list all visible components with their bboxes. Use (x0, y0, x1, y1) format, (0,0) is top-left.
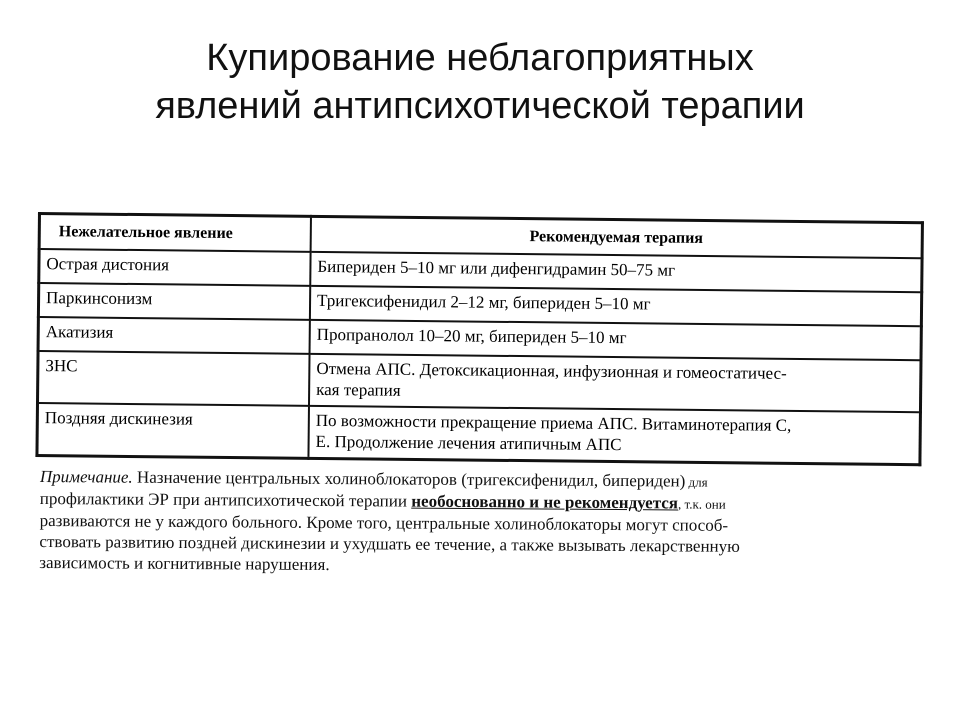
therapy-cell (308, 406, 920, 465)
footnote-line: ствовать развитию поздней дискинезии и ухудшать ее течение, а также вызывать лекарственную (39, 531, 740, 556)
therapy-cell: Пропранолол 10–20 мг, бипериден 5–10 мг (310, 320, 922, 360)
therapy-table (35, 212, 924, 466)
footnote-text: Назначение центральных холиноблокаторов (тригексифенидил, бипериден) (132, 467, 686, 491)
header-adverse-effect: Нежелательное явление (39, 214, 311, 252)
footnote-text: для (685, 474, 708, 490)
therapy-cell-line: Е. Продолжение лечения атипичным АПС (315, 431, 622, 455)
footnote-line: зависимость и когнитивные нарушения. (39, 552, 330, 575)
slide-title-line-1: Купирование неблагоприятных (206, 37, 754, 79)
footnote (39, 466, 930, 579)
adverse-effect-cell: Поздняя дискинезия (37, 403, 309, 458)
therapy-cell (309, 354, 921, 412)
footnote-emphasis: необоснованно и не рекомендуется (411, 491, 679, 513)
adverse-effect-cell: Острая дистония (39, 249, 311, 286)
footnote-text: , т.к. они (677, 496, 726, 512)
table-row (37, 403, 921, 465)
table-row (37, 351, 920, 412)
footnote-lead: Примечание. (39, 466, 133, 487)
adverse-effect-cell: Акатизия (38, 317, 310, 354)
slide-title-line-2: явлений антипсихотической терапии (155, 85, 805, 127)
therapy-cell-line: кая терапия (316, 379, 401, 400)
adverse-effect-cell: Паркинсонизм (38, 283, 310, 320)
therapy-cell: Тригексифенидил 2–12 мг, бипериден 5–10 мг (310, 286, 922, 326)
adverse-effect-cell: ЗНС (37, 351, 309, 406)
footnote-text: профилактики ЭР при антипсихотической терапии (39, 488, 408, 511)
footnote-line: развиваются не у каждого больного. Кроме того, центральные холиноблокаторы могут способ- (39, 510, 729, 535)
therapy-cell-line: Отмена АПС. Детоксикационная, инфузионная и гомеостатичес- (316, 358, 787, 383)
header-recommended-therapy: Рекомендуемая терапия (311, 216, 923, 258)
slide-title (0, 34, 960, 130)
therapy-cell-line: По возможности прекращение приема АПС. Витаминотерапия С, (315, 410, 792, 435)
therapy-cell: Бипериден 5–10 мг или дифенгидрамин 50–75 мг (310, 252, 922, 292)
